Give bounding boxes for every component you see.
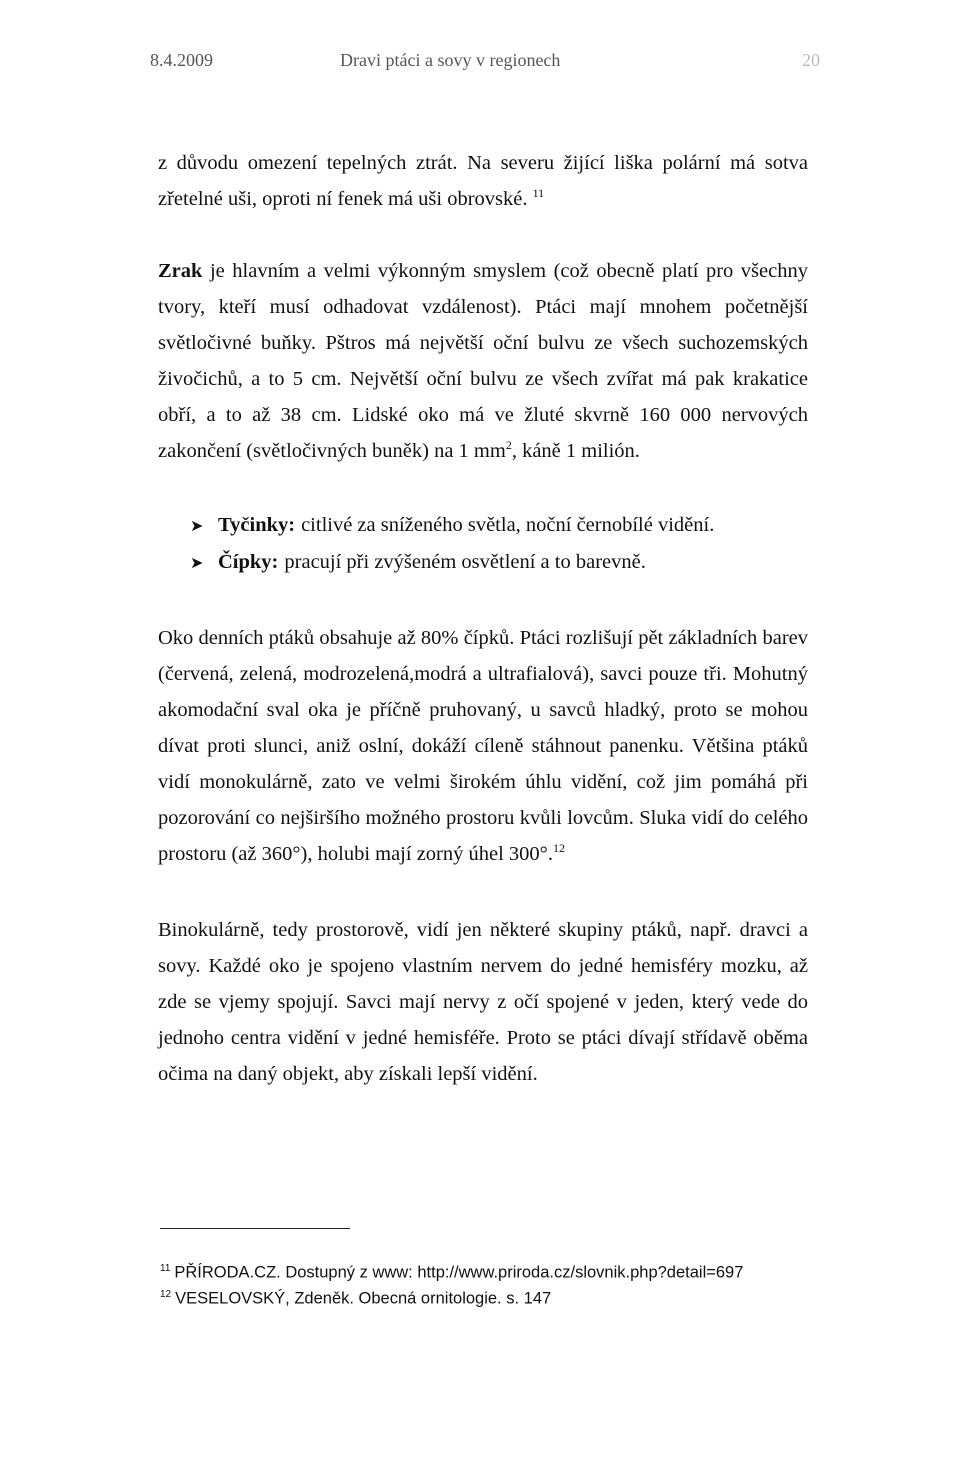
paragraph-1-text: z důvodu omezení tepelných ztrát. Na severu žijící liška polární má sotva zřetelné uši, oproti ní fenek má uši obrovské. xyxy=(158,152,808,210)
paragraph-4-text: Binokulárně, tedy prostorově, vidí jen některé skupiny ptáků, např. dravci a sovy. Každé oko je spojeno vlastním nervem do jedné hemisféry mozku, až zde se vjemy spojují. Savci mají nervy z očí spojené v jeden, který vede do jednoho centra vidění v jedné hemisféře. Proto se ptáci dívají střídavě oběma očima na daný objekt, aby získali lepší vidění. xyxy=(158,919,808,1085)
paragraph-2-lead: Zrak xyxy=(158,260,203,282)
arrow-bullet-icon: ➤ xyxy=(190,553,204,572)
footnote-text: VESELOVSKÝ, Zdeněk. Obecná ornitologie. s. 147 xyxy=(175,1289,552,1307)
bullet-term: Tyčinky: xyxy=(218,514,296,536)
footnote-item xyxy=(160,1284,743,1310)
paragraph-3-text: Oko denních ptáků obsahuje až 80% čípků. Ptáci rozlišují pět základních barev (červená, zelená, modrozelená,modrá a ultrafialová), savci pouze tři. Mohutný akomodační sval oka je příčně pruhovaný, u savců hladký, proto se mohou dívat proti slunci, aniž oslní, dokáží cíleně stáhnout panenku. Většina ptáků vidí monokulárně, zato ve velmi širokém úhlu vidění, což jim pomáhá při pozorování co nejširšího možného prostoru kvůli lovcům. Sluka vidí do celého prostoru (až 360°), holubi mají zorný úhel 300°. xyxy=(158,627,808,865)
footnote-ref-12: 12 xyxy=(553,841,565,856)
bullet-text: citlivé za sníženého světla, noční černobílé vidění. xyxy=(301,514,715,536)
paragraph-4 xyxy=(158,912,808,1092)
header-date: 8.4.2009 xyxy=(150,50,213,70)
paragraph-1 xyxy=(158,145,808,217)
paragraph-3 xyxy=(158,620,808,872)
footnote-number: 12 xyxy=(160,1288,172,1300)
paragraph-2-text-1: je hlavním a velmi výkonným smyslem (což obecně platí pro všechny tvory, kteří musí odhadovat vzdálenost). Ptáci mají mnohem početnější světločivné buňky. Pštros má největší oční bulvu ze všech suchozemských živočichů, a to 5 cm. Největší oční bulvu ze všech zvířat má pak krakatice obří, a to až 38 cm. Lidské oko má ve žluté skvrně 160 000 nervových zakončení (světločivných buněk) na 1 mm xyxy=(158,260,808,462)
arrow-bullet-icon: ➤ xyxy=(190,516,204,535)
bullet-term: Čípky: xyxy=(218,551,279,573)
bullet-item xyxy=(190,507,810,544)
superscript-2: 2 xyxy=(505,438,512,453)
bullet-item xyxy=(190,544,810,581)
footnote-divider xyxy=(160,1228,350,1229)
footnote-text: PŘÍRODA.CZ. Dostupný z www: http://www.priroda.cz/slovnik.php?detail=697 xyxy=(174,1263,744,1282)
footnotes xyxy=(160,1258,743,1309)
footnote-number: 11 xyxy=(160,1263,171,1274)
footnote-item xyxy=(160,1258,743,1284)
page-number: 20 xyxy=(802,50,820,70)
footnote-ref-11: 11 xyxy=(532,186,545,201)
paragraph-2 xyxy=(158,253,808,469)
bullet-text: pracují při zvýšeném osvětlení a to barevně. xyxy=(284,551,646,573)
bullet-list xyxy=(190,507,810,581)
page-header xyxy=(150,50,820,71)
paragraph-2-text-2: , káně 1 milión. xyxy=(511,440,640,462)
header-title: Dravi ptáci a sovy v regionech xyxy=(340,50,561,70)
